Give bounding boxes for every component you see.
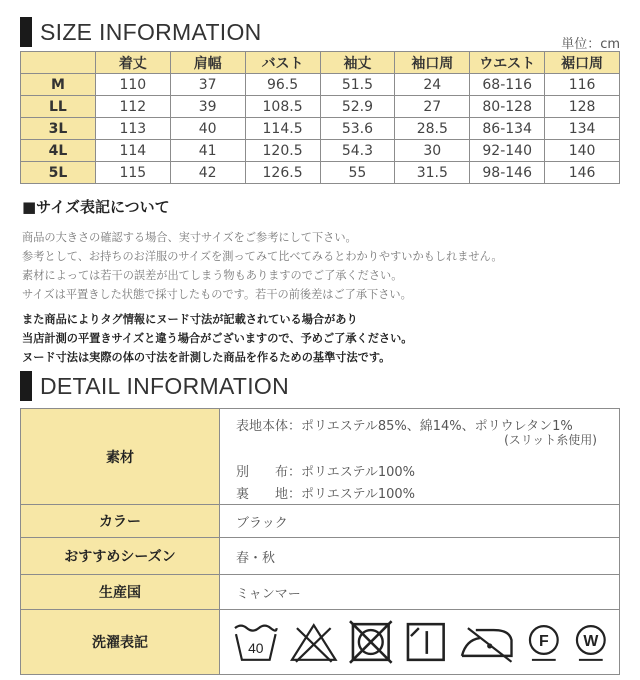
section-marker (20, 17, 32, 47)
no-tumble-dry-icon (347, 620, 395, 664)
table-row (21, 96, 620, 118)
note-line: 当店計測の平置きサイズと違う場合がございますので、予めご了承ください。 (22, 332, 413, 345)
no-bleach-icon (288, 620, 340, 664)
table-row (21, 118, 620, 140)
detail-row-color (21, 505, 620, 538)
wet-clean-letter: W (583, 632, 599, 650)
origin-value: ミャンマー (220, 575, 620, 610)
table-cell: 39 (170, 96, 245, 118)
size-section-title: SIZE INFORMATION (40, 18, 262, 45)
table-cell: 80-128 (470, 96, 545, 118)
size-label: 3L (21, 118, 96, 140)
size-label: 5L (21, 162, 96, 184)
table-cell: 40 (170, 118, 245, 140)
table-cell: 92-140 (470, 140, 545, 162)
detail-section-title: DETAIL INFORMATION (40, 372, 290, 399)
size-notes-title: ■サイズ表記について (22, 198, 170, 216)
size-label: LL (21, 96, 96, 118)
table-cell: 30 (395, 140, 470, 162)
table-cell: 98-146 (470, 162, 545, 184)
material-sub2: 裏 地：ポリエステル100% (236, 487, 415, 502)
table-cell: 54.3 (320, 140, 395, 162)
note-line: ヌード寸法は実際の体の寸法を計測した商品を作るための基準寸法です。 (22, 351, 391, 364)
table-cell: 116 (545, 74, 620, 96)
table-cell: 113 (95, 118, 170, 140)
size-label: 4L (21, 140, 96, 162)
care-label: 洗濯表記 (21, 610, 220, 675)
table-cell: 41 (170, 140, 245, 162)
table-cell: 28.5 (395, 118, 470, 140)
table-cell: 120.5 (245, 140, 320, 162)
table-cell: 52.9 (320, 96, 395, 118)
table-cell: 27 (395, 96, 470, 118)
material-note: (スリット糸使用) (504, 433, 597, 447)
table-cell: 108.5 (245, 96, 320, 118)
note-line: また商品によりタグ情報にヌード寸法が記載されている場合があり (22, 313, 358, 326)
season-value: 春・秋 (220, 538, 620, 575)
table-cell: 37 (170, 74, 245, 96)
iron-low-icon (456, 620, 515, 664)
table-row (21, 74, 620, 96)
material-sub1: 別 布：ポリエステル100% (236, 465, 415, 480)
size-notes (22, 228, 503, 304)
col-header-cuff: 袖口周 (395, 52, 470, 74)
col-header-length: 着丈 (95, 52, 170, 74)
color-value: ブラック (220, 505, 620, 538)
table-cell: 42 (170, 162, 245, 184)
note-line: 素材によっては若干の誤差が出てしまう物もありますのでご了承ください。 (22, 269, 403, 282)
col-header-bust: バスト (245, 52, 320, 74)
table-cell: 126.5 (245, 162, 320, 184)
material-cell (220, 409, 620, 505)
table-cell: 115 (95, 162, 170, 184)
material-label: 素材 (21, 409, 220, 505)
material-block (220, 409, 619, 504)
detail-section-header (20, 371, 289, 401)
table-cell: 114.5 (245, 118, 320, 140)
table-cell: 55 (320, 162, 395, 184)
care-icons (232, 610, 619, 674)
col-header-waist: ウエスト (470, 52, 545, 74)
table-cell: 134 (545, 118, 620, 140)
nude-size-notes (22, 310, 412, 367)
dry-clean-f-icon (524, 620, 564, 664)
table-cell: 112 (95, 96, 170, 118)
col-header-hem: 裾口周 (545, 52, 620, 74)
care-cell (220, 610, 620, 675)
color-label: カラー (21, 505, 220, 538)
wash-temp: 40 (248, 639, 264, 656)
table-row (21, 140, 620, 162)
table-cell: 68-116 (470, 74, 545, 96)
material-main: 表地本体：ポリエステル85%、綿14%、ポリウレタン1% (236, 419, 573, 434)
table-cell: 51.5 (320, 74, 395, 96)
wash-40-icon (232, 620, 280, 664)
detail-row-care (21, 610, 620, 675)
table-row (21, 162, 620, 184)
table-cell: 53.6 (320, 118, 395, 140)
table-cell: 114 (95, 140, 170, 162)
size-table (20, 51, 620, 184)
wet-clean-w-icon (571, 620, 611, 664)
origin-label: 生産国 (21, 575, 220, 610)
col-header-sleeve: 袖丈 (320, 52, 395, 74)
section-marker (20, 371, 32, 401)
detail-table (20, 408, 620, 675)
table-cell: 146 (545, 162, 620, 184)
line-dry-icon (403, 620, 449, 664)
table-cell: 31.5 (395, 162, 470, 184)
table-cell: 110 (95, 74, 170, 96)
note-line: 商品の大きさの確認する場合、実寸サイズをご参考にして下さい。 (22, 231, 357, 244)
col-header-shoulder: 肩幅 (170, 52, 245, 74)
season-label: おすすめシーズン (21, 538, 220, 575)
dry-clean-letter: F (538, 632, 549, 650)
table-cell: 96.5 (245, 74, 320, 96)
note-line: 参考として、お持ちのお洋服のサイズを測ってみて比べてみるとわかりやすいかもしれません。 (22, 250, 503, 263)
detail-row-season (21, 538, 620, 575)
table-cell: 86-134 (470, 118, 545, 140)
table-cell: 24 (395, 74, 470, 96)
table-cell: 140 (545, 140, 620, 162)
detail-row-material (21, 409, 620, 505)
size-section-header (20, 17, 262, 47)
table-cell: 128 (545, 96, 620, 118)
size-table-header-row (21, 52, 620, 74)
size-table-corner (21, 52, 96, 74)
unit-label: 単位：cm (561, 37, 620, 52)
detail-row-origin (21, 575, 620, 610)
note-line: サイズは平置きした状態で採寸したものです。若干の前後差はご了承下さい。 (22, 288, 412, 301)
size-label: M (21, 74, 96, 96)
